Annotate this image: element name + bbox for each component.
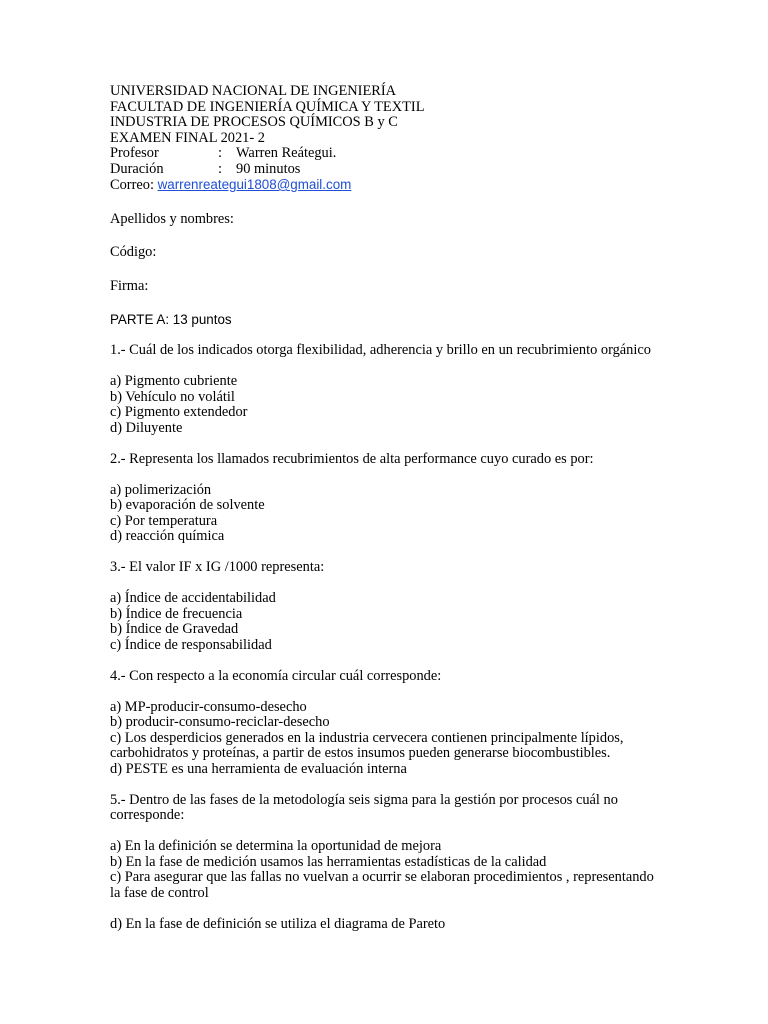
part-a-title: PARTE A: 13 puntos <box>110 312 232 327</box>
answer-option: b) Índice de Gravedad <box>110 621 239 637</box>
email-link[interactable]: warrenreategui1808@gmail.com <box>157 177 352 192</box>
answer-option: b) producir-consumo-reciclar-desecho <box>110 714 330 730</box>
professor-value: Warren Reátegui. <box>236 145 337 161</box>
email-row <box>110 177 670 194</box>
answer-option: c) Los desperdicios generados en la industria cervecera contienen principalmente lípidos, <box>110 729 624 746</box>
duration-colon: : <box>218 160 222 177</box>
professor-row <box>110 146 670 162</box>
professor-colon: : <box>218 145 222 161</box>
answer-option: c) Por temperatura <box>110 512 218 529</box>
question-prompt: 4.- Con respecto a la economía circular cuál corresponde: <box>110 667 442 684</box>
duration-row <box>110 162 670 178</box>
signature-field-label: Firma: <box>110 277 149 294</box>
answer-option: b) evaporación de solvente <box>110 497 265 513</box>
names-field-label: Apellidos y nombres: <box>110 210 234 227</box>
question-5 <box>110 793 670 933</box>
question-4 <box>110 669 670 778</box>
answer-option-continuation: la fase de control <box>110 884 209 901</box>
answer-option: a) Índice de accidentabilidad <box>110 590 276 606</box>
question-1 <box>110 343 670 436</box>
answer-option: c) Pigmento extendedor <box>110 404 248 420</box>
answer-option: a) Pigmento cubriente <box>110 373 238 389</box>
question-prompt-continuation: corresponde: <box>110 807 185 823</box>
professor-label: Profesor <box>110 145 159 161</box>
faculty-name: FACULTAD DE INGENIERÍA QUÍMICA Y TEXTIL <box>110 98 425 115</box>
exam-title: EXAMEN FINAL 2021- 2 <box>110 129 265 146</box>
answer-option: a) MP-producir-consumo-desecho <box>110 698 307 715</box>
answer-option: d) PESTE es una herramienta de evaluación interna <box>110 760 407 777</box>
answer-option: d) Diluyente <box>110 419 183 436</box>
answer-option: b) En la fase de medición usamos las herramientas estadísticas de la calidad <box>110 853 547 870</box>
course-name: INDUSTRIA DE PROCESOS QUÍMICOS B y C <box>110 114 398 130</box>
question-2 <box>110 452 670 545</box>
university-name: UNIVERSIDAD NACIONAL DE INGENIERÍA <box>110 83 397 99</box>
answer-option: a) En la definición se determina la oportunidad de mejora <box>110 838 442 854</box>
answer-option: b) Vehículo no volátil <box>110 388 235 405</box>
exam-header <box>110 84 670 194</box>
answer-option-continuation: carbohidratos y proteínas, a partir de estos insumos pueden generarse biocombustibles. <box>110 745 611 761</box>
exam-page <box>110 84 670 932</box>
answer-option: c) Índice de responsabilidad <box>110 636 272 653</box>
question-prompt: 5.- Dentro de las fases de la metodología seis sigma para la gestión por procesos cuál no <box>110 791 618 808</box>
question-prompt: 1.- Cuál de los indicados otorga flexibilidad, adherencia y brillo en un recubrimiento orgánico <box>110 342 651 358</box>
question-prompt: 3.- El valor IF x IG /1000 representa: <box>110 559 325 575</box>
answer-option: d) reacción química <box>110 528 225 544</box>
answer-option: c) Para asegurar que las fallas no vuelvan a ocurrir se elaboran procedimientos , representando <box>110 869 654 885</box>
email-label: Correo: <box>110 177 154 193</box>
answer-option: b) Índice de frecuencia <box>110 605 243 622</box>
question-prompt: 2.- Representa los llamados recubrimientos de alta performance cuyo curado es por: <box>110 450 594 467</box>
answer-option: d) En la fase de definición se utiliza el diagrama de Pareto <box>110 915 446 932</box>
code-field-label: Código: <box>110 244 157 260</box>
duration-label: Duración <box>110 160 164 177</box>
answer-option: a) polimerización <box>110 481 212 498</box>
duration-value: 90 minutos <box>236 160 301 177</box>
question-3 <box>110 560 670 653</box>
